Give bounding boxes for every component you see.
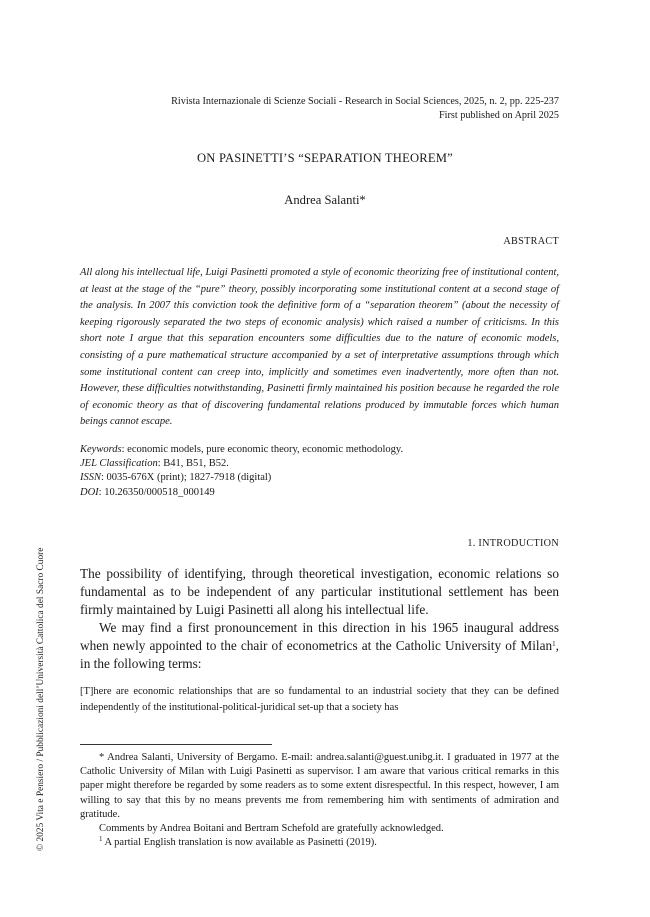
issn-line bbox=[80, 471, 559, 485]
section-heading-introduction: 1. INTRODUCTION bbox=[467, 538, 559, 549]
article-author: Andrea Salanti* bbox=[284, 193, 366, 207]
footnote-ref-1: 1 bbox=[552, 640, 556, 649]
doi-label: DOI bbox=[80, 486, 99, 498]
abstract-heading: ABSTRACT bbox=[503, 236, 559, 247]
issn-value: : 0035-676X (print); 1827-7918 (digital) bbox=[101, 472, 272, 484]
intro-paragraph-2-text: We may find a first pronouncement in this direction in his 1965 inaugural address when newly appointed to the chair of econometrics at the Catholic University of Milan bbox=[80, 620, 559, 654]
footnote-author: * Andrea Salanti, University of Bergamo. E-mail: andrea.salanti@guest.unibg.it. I graduated in 1977 at the Catholic University of Milan with Luigi Pasinetti as supervisor. I am aware that various critical remarks in this paper might therefore be regarded by some readers as to some extent disrespectful. In this respect, however, I am willing to say that this by no means prevents me from remembering him with sentiments of admiration and gratitude. bbox=[80, 752, 559, 820]
footnote-acknowledgement: Comments by Andrea Boitani and Bertram Schefold are gratefully acknowledged. bbox=[99, 823, 444, 835]
doi-value: : 10.26350/000518_000149 bbox=[98, 486, 215, 498]
abstract-text: All along his intellectual life, Luigi Pasinetti promoted a style of economic theorizing free of institutional content, at least at the stage of the “pure” theory, possibly incorporating some institutional content at a second stage of the analysis. In 2007 this conviction took the definitive form of a “separation theorem” (about the necessity of keeping rigorously separated the two steps of economic analysis) which raised a number of criticisms. In this short note I argue that this separation encounters some difficulties due to the nature of economic models, consisting of a pure mathematical structure accompanied by a set of interpretative assumptions through which some institutional content can creep into, implicitly and sometimes even inadvertently, more often than not. However, these difficulties notwithstanding, Pasinetti firmly maintained his position because he regarded the role of economic theory as that of discovering fundamental relations produced by immutable forces which human beings cannot escape. bbox=[80, 267, 559, 428]
journal-citation: Rivista Internazionale di Scienze Sociali - Research in Social Sciences, 2025, n. 2, pp. 225-237 bbox=[171, 96, 559, 107]
journal-header bbox=[80, 95, 559, 123]
footnote-1-text: A partial English translation is now available as Pasinetti (2019). bbox=[102, 837, 377, 849]
introduction-body bbox=[80, 565, 559, 674]
intro-paragraph-2 bbox=[80, 619, 559, 673]
jel-line bbox=[80, 457, 559, 471]
article-metadata bbox=[80, 443, 559, 500]
publication-date: First published on April 2025 bbox=[439, 110, 559, 121]
keywords-label: Keywords bbox=[80, 444, 122, 455]
doi-line bbox=[80, 486, 559, 500]
intro-paragraph-1: The possibility of identifying, through theoretical investigation, economic relations so fundamental as to be independent of any particular institutional settlement has been firmly maintained by Luigi Pasinetti all along his intellectual life. bbox=[80, 566, 559, 618]
issn-label: ISSN bbox=[80, 472, 101, 484]
intro-paragraph-2-tail: , in the following terms: bbox=[80, 638, 559, 672]
keywords-value: : economic models, pure economic theory, economic methodology. bbox=[121, 444, 404, 455]
article-title: ON PASINETTI’S “SEPARATION THEOREM” bbox=[197, 151, 453, 165]
footnote-1-number: 1 bbox=[99, 835, 103, 844]
keywords-line bbox=[80, 443, 559, 457]
footnotes bbox=[80, 751, 559, 850]
copyright-sidebar: © 2025 Vita e Pensiero / Pubblicazioni dell’Università Cattolica del Sacro Cuore bbox=[36, 547, 46, 851]
jel-value: : B41, B51, B52. bbox=[157, 458, 229, 470]
jel-label: JEL Classification bbox=[80, 458, 158, 470]
footnote-divider bbox=[80, 744, 272, 745]
block-quote: [T]here are economic relationships that are so fundamental to an industrial society that they can be defined independently of the institutional-political-juridical set-up that a society has bbox=[80, 686, 559, 714]
footnote-1 bbox=[80, 836, 559, 850]
